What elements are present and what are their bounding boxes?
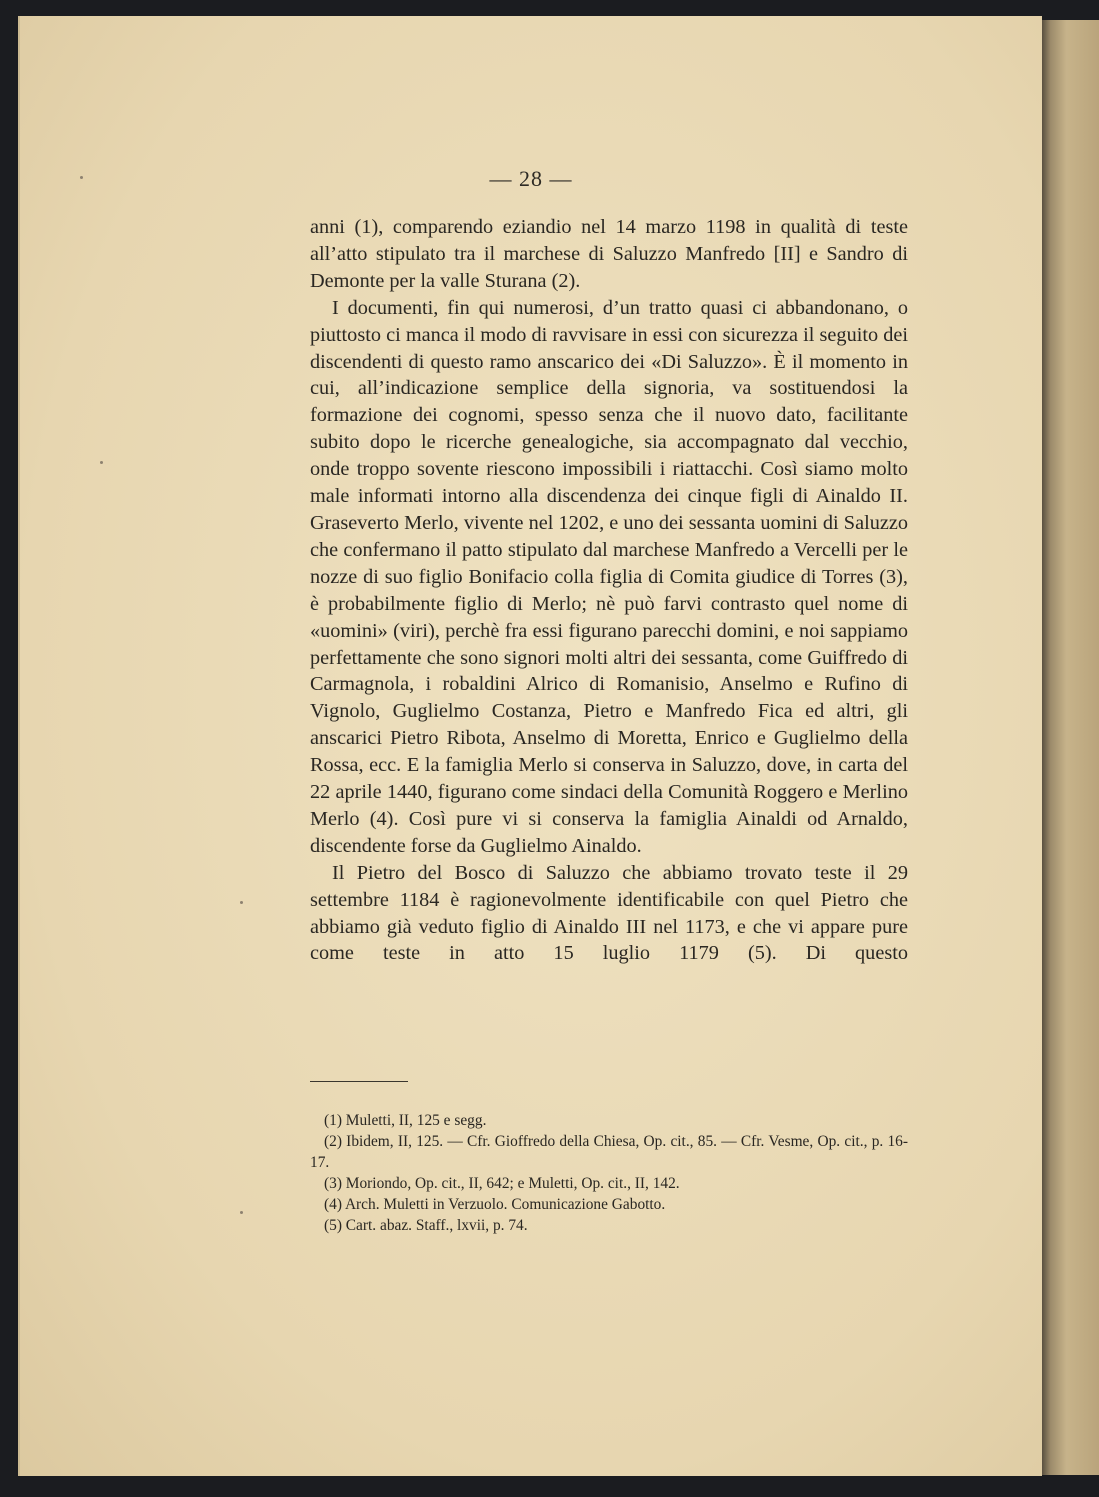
footnotes <box>310 1110 908 1236</box>
paragraph-1: anni (1), comparendo eziandio nel 14 marzo 1198 in qualità di teste all’atto stipulato tra il marchese di Saluzzo Manfredo [II] e Sandro di Demonte per la valle Sturana (2). <box>310 216 908 292</box>
footnote-2: (2) Ibidem, II, 125. — Cfr. Gioffredo della Chiesa, Op. cit., 85. — Cfr. Vesme, Op. cit., p. 16-17. <box>310 1133 908 1171</box>
footnote-3: (3) Moriondo, Op. cit., II, 642; e Muletti, Op. cit., II, 142. <box>324 1175 680 1192</box>
footnote-1: (1) Muletti, II, 125 e segg. <box>324 1112 487 1129</box>
body-text <box>310 214 908 967</box>
paper-speck <box>100 461 103 464</box>
book-spine <box>1040 20 1099 1475</box>
page-number: — 28 — <box>489 166 573 191</box>
footnote-divider <box>310 1081 408 1082</box>
footnote-5: (5) Cart. abaz. Staff., lxvii, p. 74. <box>324 1217 528 1234</box>
paragraph-2: I documenti, fin qui numerosi, d’un tratto quasi ci abbandonano, o piuttosto ci manca il modo di ravvisare in essi con sicurezza il seguito dei discendenti di questo ramo anscarico dei «Di Saluzzo». È il momento in cui, all’indicazione semplice della signoria, va sostituendosi la formazione dei cognomi, spesso senza che il nuovo dato, facilitante subito dopo le ricerche genealogiche, sia accompagnato dal vecchio, onde troppo sovente riescono impossibili i riattacchi. Così siamo molto male informati intorno alla discendenza dei cinque figli di Ainaldo II. Graseverto Merlo, vivente nel 1202, e uno dei sessanta uomini di Saluzzo che confermano il patto stipulato dal marchese Manfredo a Vercelli per le nozze di suo figlio Bonifacio colla figlia di Comita giudice di Torres (3), è probabilmente figlio di Merlo; nè può farvi contrasto quel nome di «uomini» (viri), perchè fra essi figurano parecchi domini, e noi sappiamo perfettamente che sono signori molti altri dei sessanta, come Guiffredo di Carmagnola, i robaldini Alrico di Romanisio, Anselmo e Rufino di Vignolo, Guglielmo Costanza, Pietro e Manfredo Fica ed altri, gli anscarici Pietro Ribota, Anselmo di Moretta, Enrico e Guglielmo della Rossa, ecc. E la famiglia Merlo si conserva in Saluzzo, dove, in carta del 22 aprile 1440, figurano come sindaci della Comunità Roggero e Merlino Merlo (4). Così pure vi si conserva la famiglia Ainaldi od Arnaldo, discendente forse da Guglielmo Ainaldo. <box>310 296 908 857</box>
footnote-4: (4) Arch. Muletti in Verzuolo. Comunicazione Gabotto. <box>324 1196 666 1213</box>
paper-speck <box>80 176 83 179</box>
paper-speck <box>240 901 243 904</box>
book-page <box>18 16 1042 1476</box>
paragraph-3: Il Pietro del Bosco di Saluzzo che abbiamo trovato teste il 29 settembre 1184 è ragionevolmente identificabile con quel Pietro che abbiamo già veduto figlio di Ainaldo III nel 1173, e che vi appare pure come teste in atto 15 luglio 1179 (5). Di questo <box>310 861 908 965</box>
paper-speck <box>240 1211 243 1214</box>
